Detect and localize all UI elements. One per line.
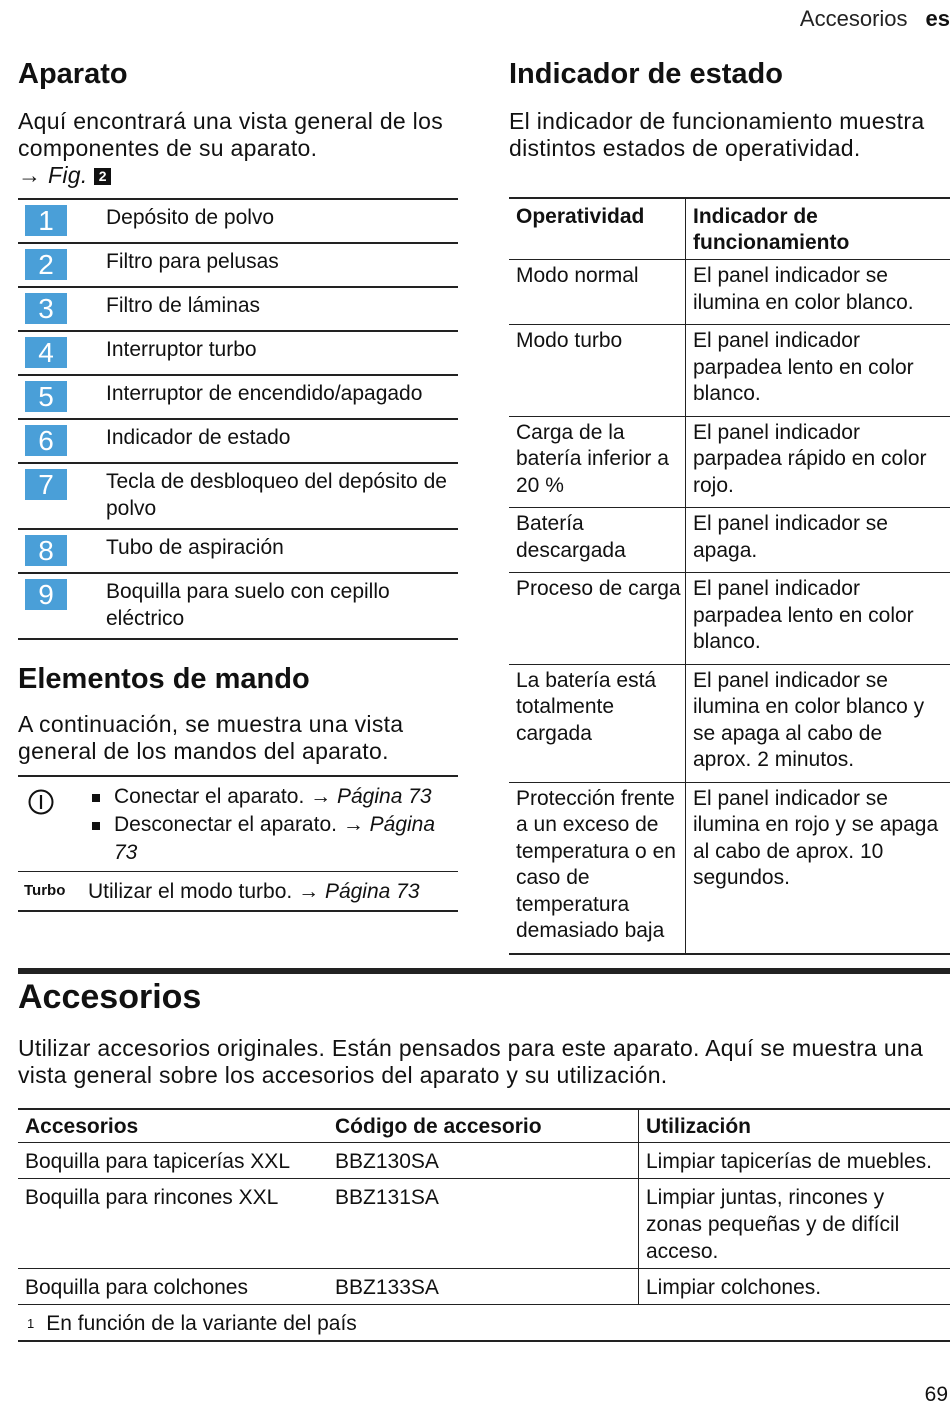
component-number: 2 (25, 249, 67, 280)
controls-intro: A continuación, se muestra una vista general de los mandos del aparato. (18, 711, 404, 764)
status-header-indicador: Indicador de funcionamiento (686, 198, 950, 260)
status-operatividad: Carga de la batería inferior a 20 % (509, 416, 686, 508)
power-action-item (92, 783, 458, 811)
fig-ref-arrow: → (18, 162, 42, 188)
status-indicador: El panel indicador se ilumina en color blanco. (686, 260, 950, 325)
component-row (18, 199, 458, 243)
accessory-row (18, 1269, 950, 1305)
turbo-page-link[interactable]: Página 73 (324, 880, 420, 903)
footnote-mark: 1 (27, 1316, 35, 1331)
aparato-heading: Aparato (18, 58, 128, 90)
accessories-header-name: Accesorios (18, 1109, 328, 1143)
section-divider (18, 968, 950, 974)
fig-reference (18, 162, 111, 188)
component-number: 9 (25, 579, 67, 610)
aparato-intro (18, 108, 458, 189)
running-header-language: es (925, 6, 950, 31)
component-row (18, 463, 458, 529)
component-number-cell (18, 375, 70, 419)
controls-table (18, 775, 458, 912)
component-number: 5 (25, 381, 67, 412)
component-label: Indicador de estado (70, 419, 458, 463)
turbo-text: Utilizar el modo turbo. (88, 880, 293, 903)
accessories-intro: Utilizar accesorios originales. Están pensados para este aparato. Aquí se muestra una vista general sobre los accesorios del aparato y su utilización. (18, 1035, 924, 1088)
accessories-footnote-row (18, 1305, 950, 1342)
component-row (18, 243, 458, 287)
power-actions-cell (88, 776, 458, 872)
accessories-header-row (18, 1109, 950, 1143)
status-operatividad: Proceso de carga (509, 573, 686, 665)
status-indicador: El panel indicador parpadea lento en color blanco. (686, 325, 950, 417)
status-indicador: El panel indicador se ilumina en color blanco y se apaga al cabo de aprox. 2 minutos. (686, 664, 950, 782)
component-label: Tecla de desbloqueo del depósito de polvo (70, 463, 458, 529)
power-action-text: Conectar el aparato. (114, 785, 305, 808)
component-row (18, 287, 458, 331)
status-intro: El indicador de funcionamiento muestra distintos estados de operatividad. (509, 108, 925, 161)
status-operatividad: La batería está totalmente cargada (509, 664, 686, 782)
status-row (509, 325, 950, 417)
status-row (509, 782, 950, 954)
component-number: 4 (25, 337, 67, 368)
accessories-footnote (18, 1305, 950, 1342)
accessory-name: Boquilla para rincones XXL (18, 1179, 328, 1269)
power-actions-list (88, 783, 458, 867)
status-table (509, 197, 950, 955)
controls-row-turbo (18, 872, 458, 912)
component-number-cell (18, 463, 70, 529)
power-action-text: Desconectar el aparato. (114, 813, 337, 836)
component-label: Interruptor de encendido/apagado (70, 375, 458, 419)
status-row (509, 573, 950, 665)
component-row (18, 529, 458, 573)
aparato-intro-text: Aquí encontrará una vista general de los componentes de su aparato. (18, 108, 443, 161)
component-number: 6 (25, 425, 67, 456)
power-action-page-link[interactable]: Página 73 (114, 813, 436, 864)
power-action-arrow: → (310, 785, 332, 808)
status-indicador: El panel indicador parpadea rápido en color rojo. (686, 416, 950, 508)
running-header (800, 6, 950, 32)
component-row (18, 573, 458, 639)
component-number-cell (18, 573, 70, 639)
power-action-item (92, 811, 458, 867)
accessory-use: Limpiar tapicerías de muebles. (639, 1143, 950, 1179)
component-label: Filtro de láminas (70, 287, 458, 331)
accessories-header-code: Código de accesorio (328, 1109, 639, 1143)
components-table (18, 198, 458, 640)
component-number-cell (18, 287, 70, 331)
component-label: Interruptor turbo (70, 331, 458, 375)
component-number: 8 (25, 535, 67, 566)
status-header-row (509, 198, 950, 260)
component-number: 7 (25, 469, 67, 500)
component-number-cell (18, 331, 70, 375)
turbo-label: Turbo (18, 872, 88, 912)
component-number-cell (18, 243, 70, 287)
component-number: 3 (25, 293, 67, 324)
fig-ref-number: 2 (94, 168, 111, 185)
power-action-page-link[interactable]: Página 73 (336, 785, 432, 808)
accessory-name: Boquilla para tapicerías XXL (18, 1143, 328, 1179)
accessory-code: BBZ131SA (328, 1179, 639, 1269)
component-label: Depósito de polvo (70, 199, 458, 243)
page-number: 69 (924, 1383, 948, 1406)
turbo-description (88, 872, 458, 912)
status-operatividad: Modo normal (509, 260, 686, 325)
status-row (509, 508, 950, 573)
component-number-cell (18, 529, 70, 573)
component-number-cell (18, 199, 70, 243)
accessory-code: BBZ133SA (328, 1269, 639, 1305)
status-row (509, 416, 950, 508)
footnote-text: En función de la variante del país (46, 1312, 357, 1335)
status-operatividad: Protección frente a un exceso de temperatura o en caso de temperatura demasiado baja (509, 782, 686, 954)
component-number: 1 (25, 205, 67, 236)
fig-ref-text: Fig. (48, 162, 88, 188)
component-row (18, 419, 458, 463)
component-row (18, 331, 458, 375)
accessory-use: Limpiar juntas, rincones y zonas pequeñas y de difícil acceso. (639, 1179, 950, 1269)
power-action-arrow: → (342, 813, 364, 836)
accessories-heading: Accesorios (18, 978, 202, 1016)
status-operatividad: Batería descargada (509, 508, 686, 573)
status-row (509, 664, 950, 782)
accessories-table (18, 1108, 950, 1342)
accessory-name: Boquilla para colchones (18, 1269, 328, 1305)
accessory-use: Limpiar colchones. (639, 1269, 950, 1305)
component-number-cell (18, 419, 70, 463)
status-indicador: El panel indicador se ilumina en rojo y se apaga al cabo de aprox. 10 segundos. (686, 782, 950, 954)
status-heading: Indicador de estado (509, 58, 783, 90)
component-row (18, 375, 458, 419)
component-label: Filtro para pelusas (70, 243, 458, 287)
controls-heading: Elementos de mando (18, 663, 310, 695)
accessory-row (18, 1143, 950, 1179)
power-icon (28, 789, 54, 815)
status-indicador: El panel indicador parpadea lento en color blanco. (686, 573, 950, 665)
status-header-operatividad: Operatividad (509, 198, 686, 260)
running-header-section: Accesorios (799, 6, 908, 31)
turbo-ref-arrow: → (298, 880, 320, 903)
status-indicador: El panel indicador se apaga. (686, 508, 950, 573)
component-label: Tubo de aspiración (70, 529, 458, 573)
status-operatividad: Modo turbo (509, 325, 686, 417)
controls-row-power (18, 776, 458, 872)
power-icon-cell (18, 776, 88, 872)
accessory-row (18, 1179, 950, 1269)
component-label: Boquilla para suelo con cepillo eléctrico (70, 573, 458, 639)
accessory-code: BBZ130SA (328, 1143, 639, 1179)
accessories-header-use: Utilización (639, 1109, 950, 1143)
status-row (509, 260, 950, 325)
